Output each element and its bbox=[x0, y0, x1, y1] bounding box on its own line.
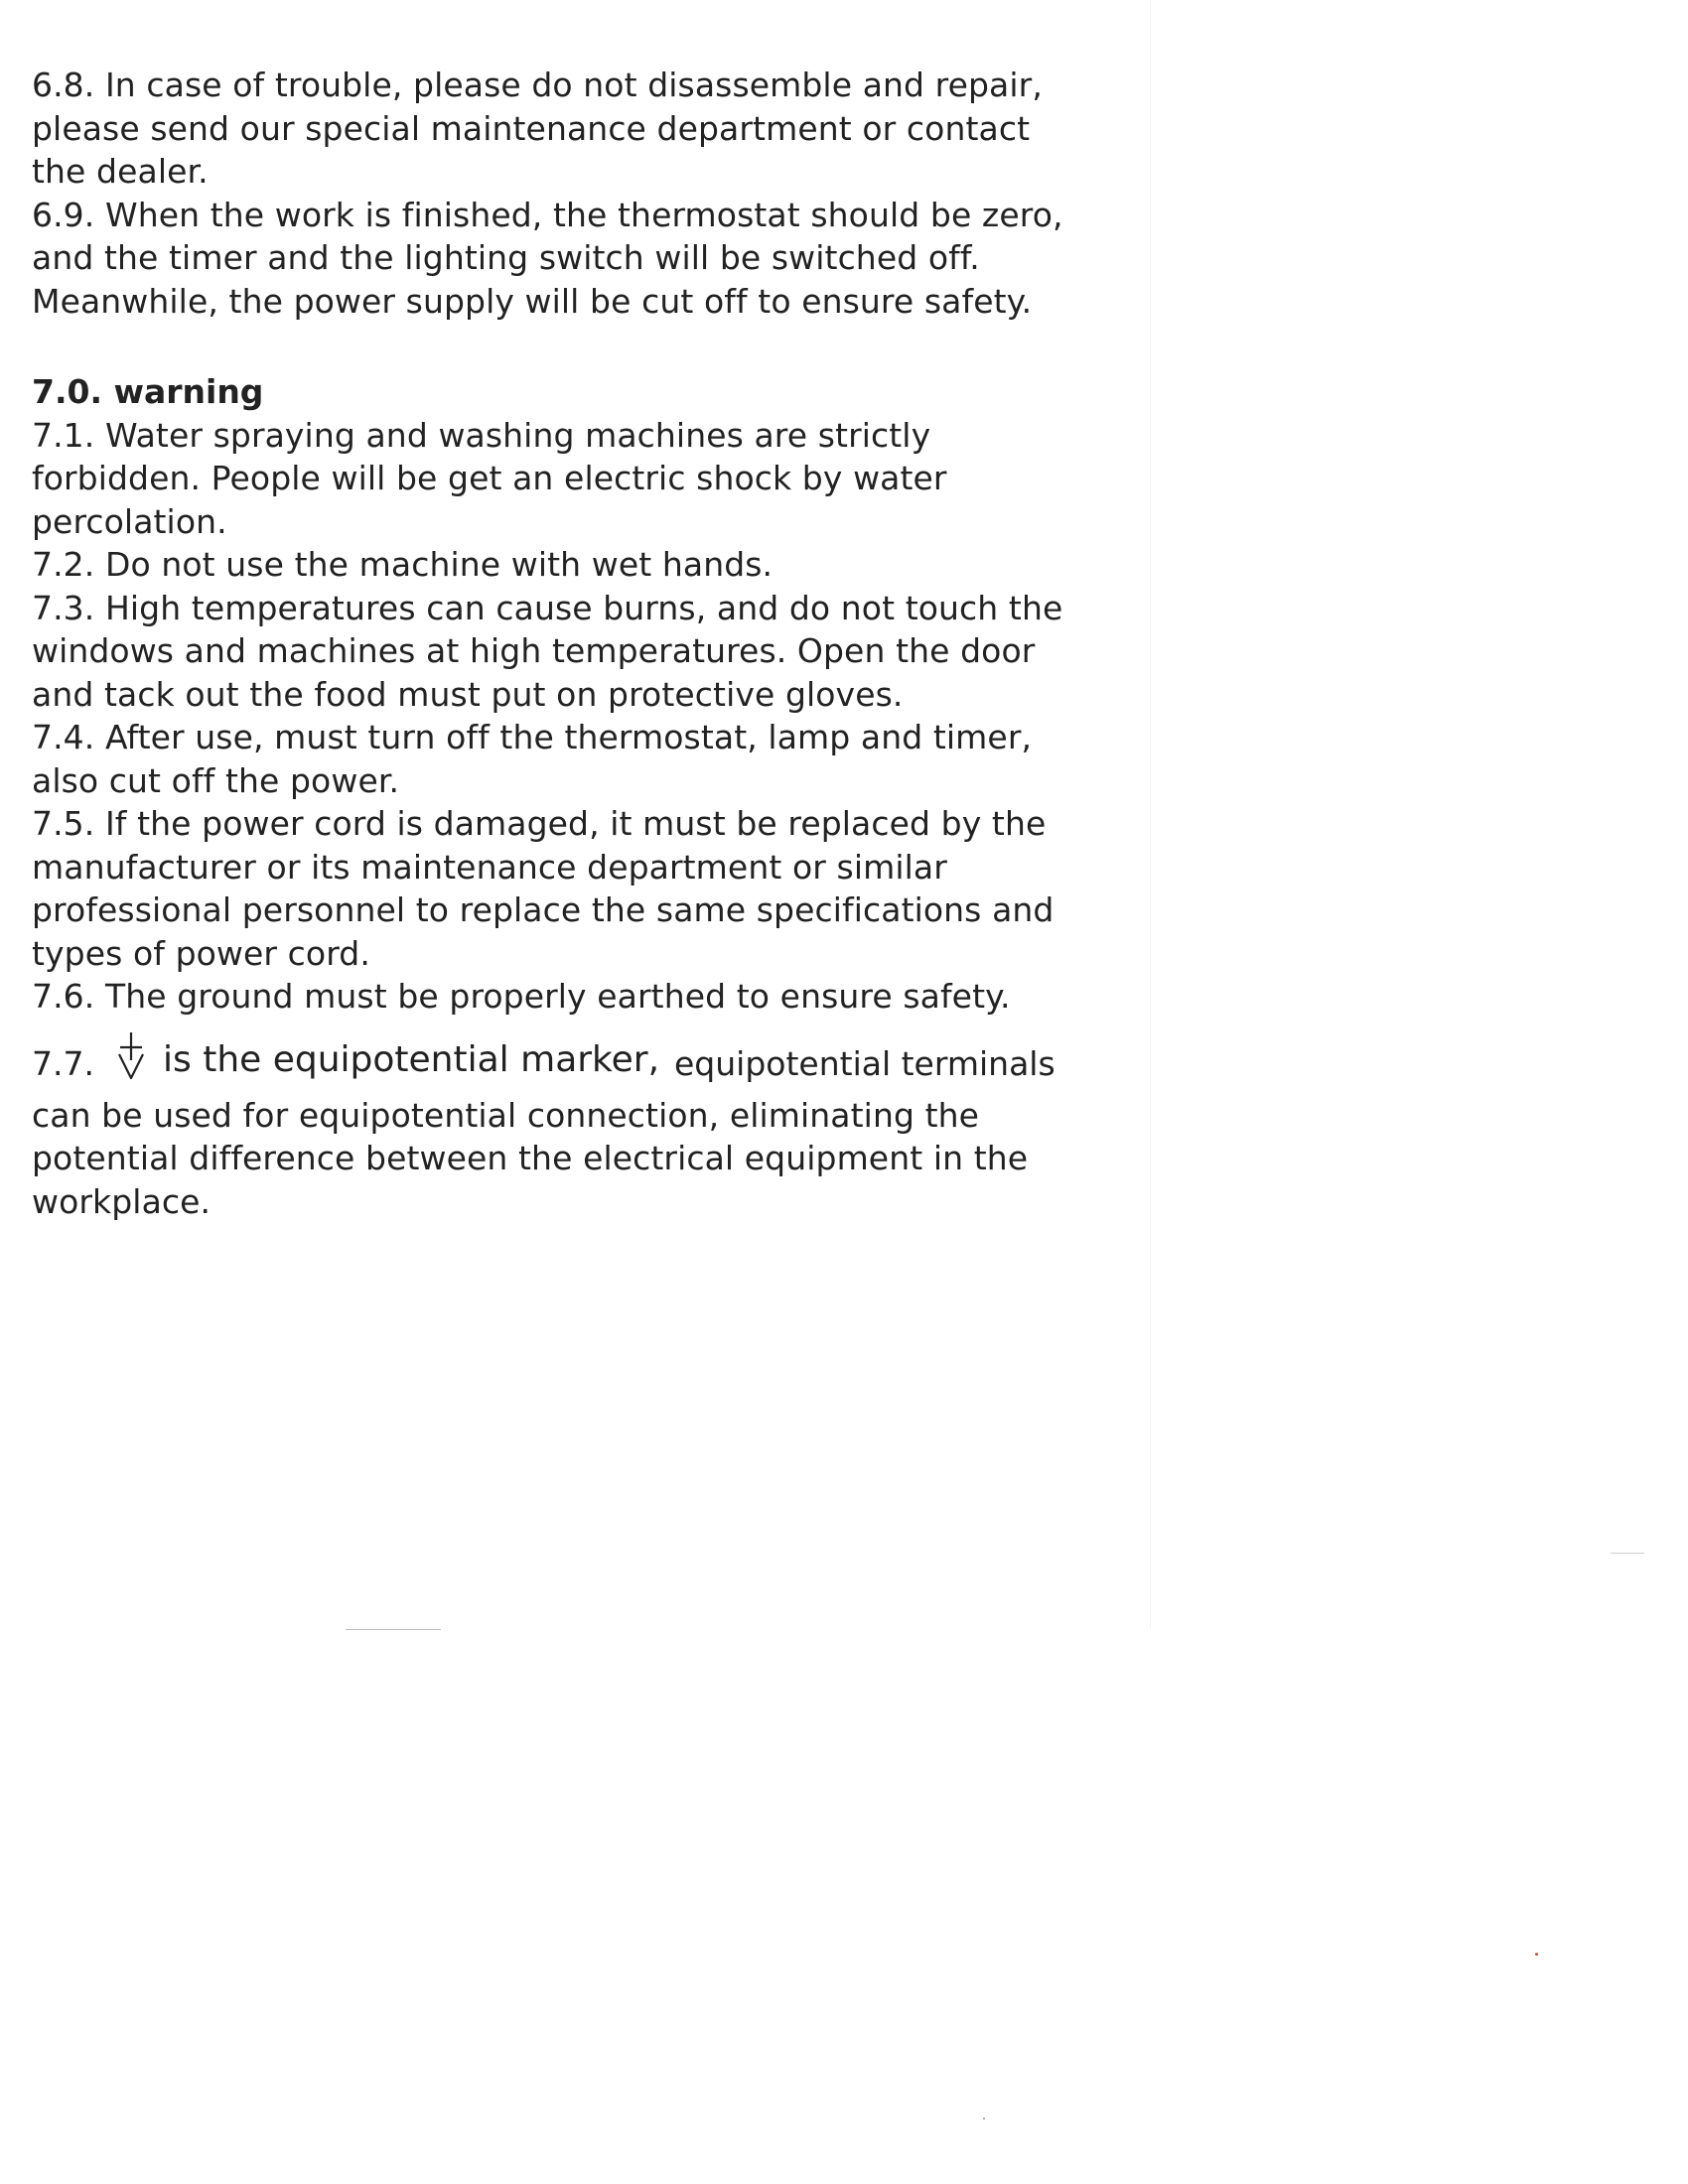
text-line: 6.9. When the work is finished, the thermostat should be zero, bbox=[32, 195, 1063, 234]
text-line: potential difference between the electrical equipment in the bbox=[32, 1139, 1029, 1177]
text-line: 7.1. Water spraying and washing machines are strictly bbox=[32, 415, 931, 455]
scan-edge bbox=[1150, 0, 1151, 1628]
equipotential-terminals-text: equipotential terminals bbox=[674, 1043, 1055, 1083]
section-spacer bbox=[32, 323, 1124, 370]
scan-mark bbox=[1611, 1553, 1644, 1554]
text-line: 7.4. After use, must turn off the thermostat, lamp and timer, bbox=[32, 718, 1033, 756]
text-line: please send our special maintenance department or contact bbox=[32, 108, 1031, 148]
text-line: types of power cord. bbox=[32, 933, 370, 973]
scan-speck bbox=[1535, 1953, 1538, 1956]
text-line: can be used for equipotential connection, eliminating the bbox=[32, 1095, 980, 1135]
section-7-text bbox=[32, 414, 1124, 1019]
document-body bbox=[32, 64, 1124, 1223]
text-line: forbidden. People will be get an electric shock by water bbox=[32, 459, 947, 497]
text-line: manufacturer or its maintenance department or similar bbox=[32, 847, 947, 887]
text-line: workplace. bbox=[32, 1181, 211, 1221]
scan-speck bbox=[983, 2117, 985, 2119]
equipotential-symbol-icon bbox=[114, 1030, 148, 1082]
text-line: percolation. bbox=[32, 501, 227, 541]
text-line: and the timer and the lighting switch will be switched off. bbox=[32, 238, 980, 277]
text-line: the dealer. bbox=[32, 152, 209, 191]
text-line: 7.6. The ground must be properly earthed to ensure safety. bbox=[32, 977, 1011, 1016]
text-line: also cut off the power. bbox=[32, 760, 400, 800]
text-line: professional personnel to replace the same specifications and bbox=[32, 890, 1055, 929]
text-line: 7.3. High temperatures can cause burns, and do not touch the bbox=[32, 588, 1063, 627]
section-heading: 7.0. warning bbox=[32, 372, 264, 411]
text-line: 7.5. If the power cord is damaged, it must be replaced by the bbox=[32, 804, 1047, 843]
section-6-text bbox=[32, 64, 1124, 323]
section-7-trailing-text bbox=[32, 1094, 1124, 1224]
text-line: Meanwhile, the power supply will be cut off to ensure safety. bbox=[32, 281, 1033, 321]
text-line: windows and machines at high temperatures. Open the door bbox=[32, 631, 1036, 670]
item-number: 7.7. bbox=[32, 1043, 94, 1083]
text-line: 6.8. In case of trouble, please do not disassemble and repair, bbox=[32, 66, 1043, 104]
equipotential-item bbox=[32, 1030, 1124, 1090]
equipotential-marker-text: is the equipotential marker, bbox=[163, 1038, 660, 1080]
text-line: 7.2. Do not use the machine with wet hands. bbox=[32, 545, 774, 584]
text-line: and tack out the food must put on protective gloves. bbox=[32, 674, 904, 714]
scan-mark bbox=[346, 1629, 441, 1630]
